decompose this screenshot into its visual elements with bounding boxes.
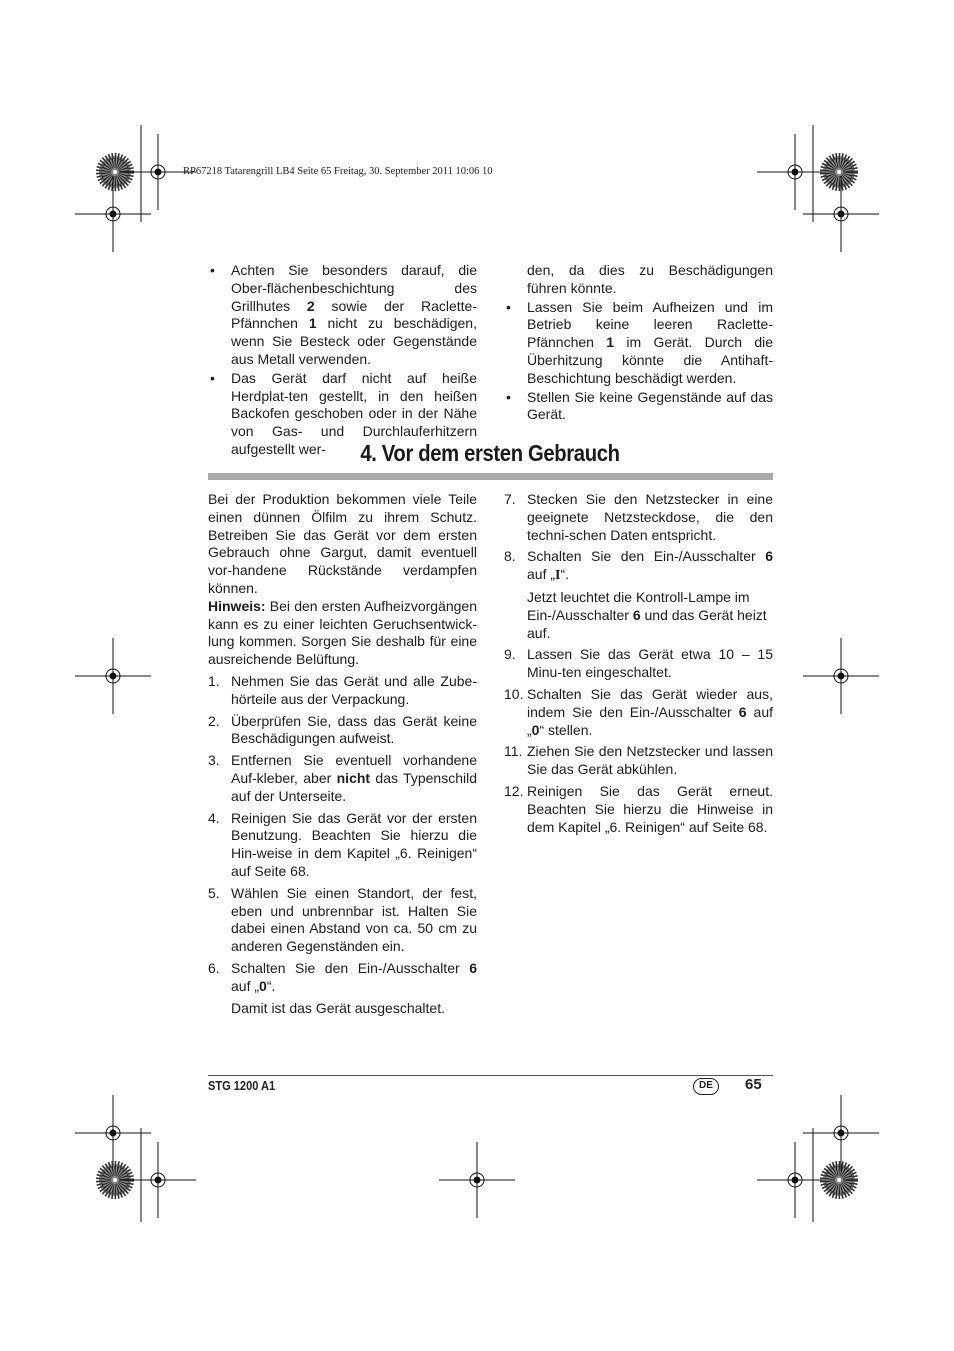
list-item: 6. Schalten Sie den Ein-/Ausschalter 6 auf „0“. xyxy=(208,959,477,994)
list-item: 11. Ziehen Sie den Netzstecker und lassen Sie das Gerät abkühlen. xyxy=(504,743,773,778)
print-info: RP67218 Tatarengrill LB4 Seite 65 Freitag, 30. September 2011 10:06 10 xyxy=(183,166,493,177)
paragraph-continuation: den, da dies zu Beschädigungen führen könnte. xyxy=(527,262,773,296)
registration-cross-icon xyxy=(120,1142,196,1218)
list-item: 3. Entfernen Sie eventuell vorhandene Auf-kleber, aber nicht das Typenschild auf der Unterseite. xyxy=(208,752,477,804)
registration-cross-icon xyxy=(803,638,879,714)
color-target-icon xyxy=(823,156,855,188)
left-column xyxy=(208,491,477,1021)
bullet-item: • Achten Sie besonders darauf, die Ober-flächenbeschichtung des Grillhutes 2 sowie der Raclette-Pfännchen 1 nicht zu beschädigen, wenn Sie Besteck oder Gegenstände aus Metall verwenden. xyxy=(208,262,477,369)
list-item: 2. Überprüfen Sie, dass das Gerät keine Beschädigungen aufweist. xyxy=(208,712,477,747)
list-item: 4. Reinigen Sie das Gerät vor der ersten Benutzung. Beachten Sie hierzu die Hin-weise in dem Kapitel „6. Reinigen“ auf Seite 68. xyxy=(208,809,477,879)
list-item: 9. Lassen Sie das Gerät etwa 10 – 15 Minu-ten eingeschaltet. xyxy=(504,646,773,681)
top-left-column xyxy=(208,262,477,460)
language-badge: DE xyxy=(693,1078,719,1095)
list-item: 5. Wählen Sie einen Standort, der fest, eben und unbrennbar ist. Halten Sie dabei einen Abstand von ca. 50 cm zu anderen Gegenständen ein. xyxy=(208,884,477,955)
registration-cross-icon xyxy=(75,176,151,252)
step-note: Jetzt leuchtet die Kontroll-Lampe im Ein-/Ausschalter 6 und das Gerät heizt auf. xyxy=(527,588,767,641)
intro-paragraph: Bei der Produktion bekommen viele Teile einen dünnen Ölfilm zu ihrem Schutz. Betreiben Sie das Gerät vor dem ersten Gebrauch ohne Gargut, damit eventuell vor-handene Rückstände verdampfen können. xyxy=(208,491,477,596)
model-number: STG 1200 A1 xyxy=(208,1078,276,1093)
registration-cross-icon xyxy=(757,1142,833,1218)
list-item: 12. Reinigen Sie das Gerät erneut. Beachten Sie hierzu die Hinweise in dem Kapitel „6. Reinigen“ auf Seite 68. xyxy=(504,782,773,835)
section-title: 4. Vor dem ersten Gebrauch xyxy=(360,440,620,466)
top-right-column xyxy=(504,262,773,425)
registration-cross-icon xyxy=(439,1142,515,1218)
right-column xyxy=(504,491,773,840)
registration-cross-icon xyxy=(803,1095,879,1171)
list-item: 10. Schalten Sie das Gerät wieder aus, indem Sie den Ein-/Ausschalter 6 auf „0“ stellen. xyxy=(504,685,773,738)
color-target-icon xyxy=(823,1164,855,1196)
bullet-item: • Lassen Sie beim Aufheizen und im Betrieb keine leeren Raclette-Pfännchen 1 im Gerät. Durch die Überhitzung könnte die Antihaft-Beschichtung beschädigt werden. xyxy=(504,299,773,388)
registration-cross-icon xyxy=(757,134,833,210)
step-note: Damit ist das Gerät ausgeschaltet. xyxy=(231,999,445,1016)
list-item: 1. Nehmen Sie das Gerät und alle Zube-hörteile aus der Verpackung. xyxy=(208,672,477,707)
registration-cross-icon xyxy=(75,638,151,714)
bullet-item: • Das Gerät darf nicht auf heiße Herdplat-ten gestellt, in den heißen Backofen geschoben oder in der Nähe von Gas- und Durchlauferhitzern aufgestellt wer- xyxy=(208,370,477,459)
registration-cross-icon xyxy=(75,1095,151,1171)
registration-cross-icon xyxy=(803,176,879,252)
list-item: 7. Stecken Sie den Netzstecker in eine geeignete Netzsteckdose, die den techni-schen Daten entspricht. xyxy=(504,491,773,543)
footer-rule xyxy=(208,1075,773,1076)
list-item: 8. Schalten Sie den Ein-/Ausschalter 6 auf „I“. xyxy=(504,548,773,584)
hint-paragraph: Hinweis: Bei den ersten Aufheizvorgängen kann es zu einer leichten Geruchsentwick-lung kommen. Sorgen Sie deshalb für eine ausreichende Belüftung. xyxy=(208,597,477,668)
page-number: 65 xyxy=(745,1076,762,1093)
section-divider xyxy=(208,473,773,480)
bullet-item: • Stellen Sie keine Gegenstände auf das Gerät. xyxy=(504,389,773,425)
